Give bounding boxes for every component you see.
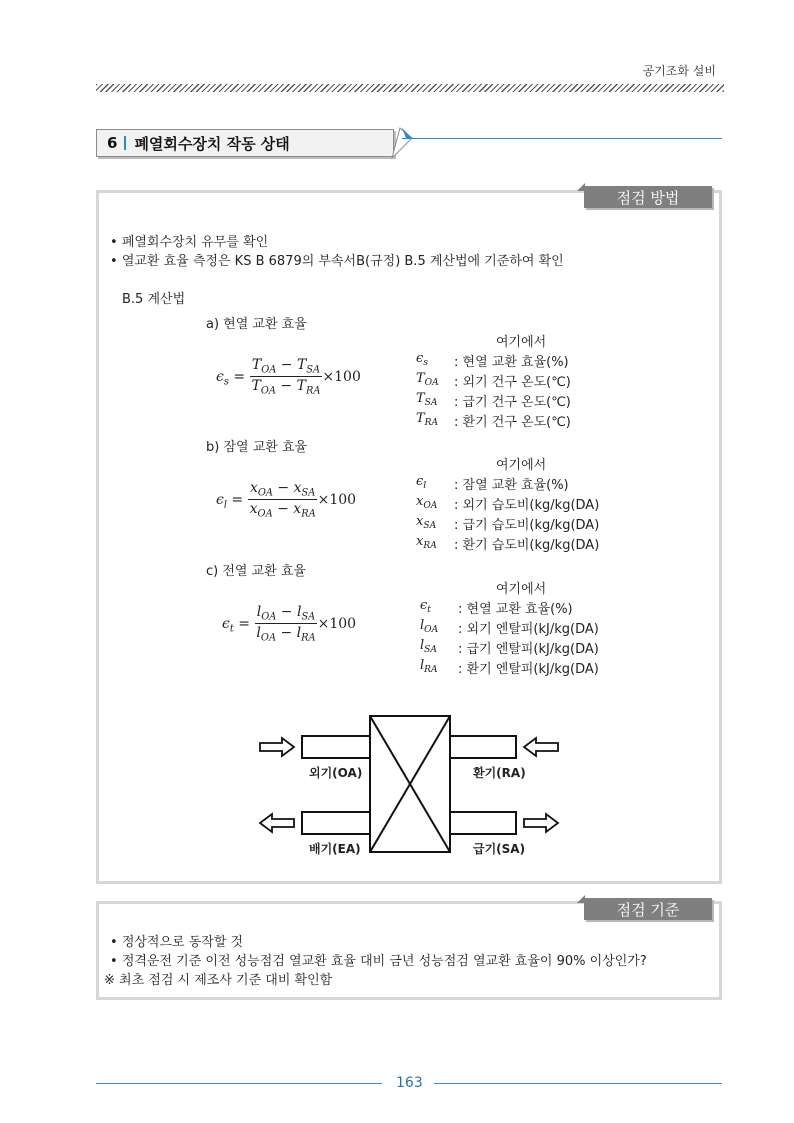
variable-letter: l	[420, 618, 425, 633]
variable-symbol	[416, 371, 439, 388]
formula-factor: ×100	[317, 491, 357, 508]
variable-subscript: RA	[423, 541, 437, 552]
math-letter: T	[296, 378, 306, 395]
ea-duct	[302, 812, 370, 834]
method-bullet-2: • 열교환 효율 측정은 KS B 6879의 부속서B(규정) B.5 계산법에 기준하여 확인	[110, 254, 564, 269]
variable-description: : 급기 건구 온도(℃)	[454, 395, 571, 410]
criteria-note: ※ 최초 점검 시 제조사 기준 대비 확인함	[104, 973, 333, 988]
where-label: 여기에서	[496, 335, 547, 350]
variable-description: : 현열 교환 효율(%)	[454, 355, 569, 370]
variable-description: : 현열 교환 효율(%)	[458, 602, 573, 617]
math-letter: x	[293, 480, 302, 496]
math-letter: ϵ	[222, 615, 230, 632]
math-term	[296, 378, 321, 397]
minus-sign: −	[272, 480, 294, 496]
math-term	[249, 501, 273, 520]
section-rule	[402, 138, 722, 139]
method-tag: 점검 방법	[584, 186, 712, 208]
minus-sign: −	[275, 378, 297, 395]
formula-expression	[222, 604, 356, 644]
ra-duct	[450, 736, 516, 758]
section-divider	[124, 136, 126, 150]
math-letter: l	[296, 625, 302, 642]
math-subscript: l	[223, 499, 227, 511]
variable-symbol	[416, 351, 428, 368]
math-letter: x	[249, 501, 258, 518]
formula-label: a) 현열 교환 효율	[206, 317, 307, 332]
math-term	[251, 357, 277, 376]
math-letter: ϵ	[216, 368, 224, 385]
math-term	[296, 625, 316, 644]
math-subscript: RA	[301, 508, 316, 520]
variable-description: : 환기 엔탈피(kJ/kg(DA)	[458, 662, 599, 677]
minus-sign: −	[276, 625, 297, 642]
math-subscript: OA	[260, 385, 276, 397]
sa-outflow-arrow-icon	[524, 814, 558, 832]
math-term	[256, 604, 277, 623]
fraction-numerator	[255, 604, 318, 624]
variable-subscript: OA	[423, 501, 438, 512]
formula-expression	[216, 357, 361, 397]
criteria-bullet-2-text: 정격운전 기준 이전 성능점검 열교환 효율 대비 금년 성능점검 열교환 효율이 90% 이상인가?	[121, 954, 647, 969]
variable-letter: l	[420, 638, 425, 653]
math-letter: x	[249, 480, 258, 496]
section-number: 6	[107, 134, 118, 152]
fraction-denominator	[254, 624, 317, 643]
fraction-denominator	[250, 377, 323, 396]
section-tab-corner	[390, 126, 414, 160]
math-letter: T	[251, 378, 261, 395]
equals-sign: =	[226, 491, 248, 508]
math-letter: ϵ	[216, 491, 224, 508]
formula-label: b) 잠열 교환 효율	[206, 440, 308, 455]
math-term	[251, 378, 276, 397]
variable-symbol	[416, 534, 437, 551]
page-number: 163	[396, 1075, 423, 1091]
math-term	[256, 625, 277, 644]
criteria-bullet-1-text: 정상적으로 동작할 것	[121, 935, 244, 950]
section-title: 폐열회수장치 작동 상태	[134, 134, 290, 153]
footer-rule-right	[434, 1083, 722, 1084]
variable-letter: T	[416, 411, 425, 426]
math-letter: T	[296, 357, 307, 373]
variable-symbol	[416, 391, 437, 408]
variable-letter: ϵ	[416, 351, 424, 366]
variable-letter: T	[416, 391, 425, 406]
math-term	[216, 368, 229, 388]
math-term	[293, 501, 316, 520]
fraction	[248, 480, 318, 520]
math-term	[222, 615, 234, 635]
minus-sign: −	[272, 501, 294, 518]
math-subscript: OA	[261, 364, 277, 376]
fraction	[254, 604, 317, 644]
variable-description: : 환기 습도비(kg/kg(DA)	[454, 538, 600, 553]
criteria-tag: 점검 기준	[584, 898, 712, 920]
fraction-numerator	[250, 357, 322, 377]
formula-label: c) 전열 교환 효율	[206, 564, 306, 579]
variable-letter: x	[416, 534, 424, 549]
math-term	[293, 480, 316, 499]
equals-sign: =	[233, 615, 255, 632]
math-term	[216, 491, 227, 511]
oa-inflow-arrow-icon	[260, 738, 294, 756]
variable-subscript: SA	[424, 645, 437, 656]
minus-sign: −	[276, 604, 297, 620]
section-title-box	[96, 129, 394, 157]
math-subscript: OA	[260, 632, 277, 644]
label-oa: 외기(OA)	[309, 766, 363, 780]
formula-factor: ×100	[317, 615, 357, 632]
label-sa: 급기(SA)	[473, 842, 526, 856]
variable-subscript: RA	[424, 665, 438, 676]
variable-subscript: OA	[424, 378, 439, 389]
ra-inflow-arrow-icon	[524, 738, 558, 756]
math-subscript: OA	[257, 487, 273, 499]
criteria-bullet-1: • 정상적으로 동작할 것	[110, 935, 244, 950]
fraction-denominator	[248, 500, 318, 519]
formula-expression	[216, 480, 356, 520]
variable-description: : 외기 건구 온도(℃)	[454, 375, 571, 390]
label-ra: 환기(RA)	[473, 766, 526, 780]
variable-symbol	[420, 658, 438, 675]
math-subscript: RA	[305, 385, 321, 397]
minus-sign: −	[276, 357, 297, 373]
header-hatch-rule	[96, 84, 724, 92]
equals-sign: =	[228, 368, 250, 385]
math-subscript: SA	[301, 487, 316, 499]
variable-letter: ϵ	[416, 474, 424, 489]
variable-letter: ϵ	[420, 598, 428, 613]
math-letter: T	[251, 357, 262, 373]
method-bullet-2-text: 열교환 효율 측정은 KS B 6879의 부속서B(규정) B.5 계산법에 기준하여 확인	[121, 254, 564, 269]
math-letter: l	[256, 625, 261, 642]
method-subheading: B.5 계산법	[122, 292, 186, 307]
variable-subscript: SA	[423, 521, 437, 532]
variable-description: : 급기 습도비(kg/kg(DA)	[454, 518, 600, 533]
math-subscript: OA	[261, 611, 277, 623]
variable-letter: T	[416, 371, 425, 386]
fraction-numerator	[248, 480, 317, 500]
variable-description: : 환기 건구 온도(℃)	[454, 415, 571, 430]
math-term	[296, 604, 316, 623]
variable-symbol	[416, 474, 426, 491]
ea-outflow-arrow-icon	[260, 814, 294, 832]
method-bullet-1-text: 폐열회수장치 유무를 확인	[121, 235, 269, 250]
math-subscript: SA	[301, 611, 316, 623]
math-subscript: RA	[301, 632, 316, 644]
variable-symbol	[420, 618, 438, 635]
math-subscript: s	[223, 376, 229, 388]
oa-duct	[302, 736, 370, 758]
variable-description: : 잠열 교환 효율(%)	[454, 478, 569, 493]
math-letter: l	[296, 604, 302, 620]
variable-subscript: t	[427, 605, 431, 616]
variable-subscript: SA	[424, 398, 438, 409]
formula-factor: ×100	[322, 368, 361, 385]
variable-symbol	[416, 514, 436, 531]
method-bullet-1: • 폐열회수장치 유무를 확인	[110, 235, 269, 250]
footer-rule-left	[96, 1083, 382, 1084]
fraction	[250, 357, 323, 397]
variable-symbol	[416, 411, 438, 428]
variable-subscript: l	[423, 481, 427, 492]
variable-description: : 외기 습도비(kg/kg(DA)	[454, 498, 600, 513]
where-label: 여기에서	[496, 582, 547, 597]
math-term	[249, 480, 273, 499]
variable-letter: x	[416, 514, 424, 529]
variable-subscript: s	[423, 358, 428, 369]
variable-symbol	[416, 494, 437, 511]
variable-description: : 외기 엔탈피(kJ/kg(DA)	[458, 622, 599, 637]
variable-subscript: OA	[424, 625, 439, 636]
criteria-bullet-2: • 정격운전 기준 이전 성능점검 열교환 효율 대비 금년 성능점검 열교환 효율이 90% 이상인가?	[110, 954, 647, 969]
math-term	[296, 357, 321, 376]
math-subscript: OA	[257, 508, 273, 520]
running-header: 공기조화 설비	[642, 64, 716, 78]
variable-description: : 급기 엔탈피(kJ/kg(DA)	[458, 642, 599, 657]
variable-symbol	[420, 638, 437, 655]
label-ea: 배기(EA)	[309, 842, 361, 856]
math-letter: x	[293, 501, 302, 518]
variable-letter: x	[416, 494, 424, 509]
variable-symbol	[420, 598, 431, 615]
where-label: 여기에서	[496, 458, 547, 473]
variable-letter: l	[420, 658, 425, 673]
math-subscript: SA	[306, 364, 321, 376]
variable-subscript: RA	[424, 418, 439, 429]
heat-exchanger-diagram	[254, 712, 566, 858]
sa-duct	[450, 812, 516, 834]
math-subscript: t	[229, 623, 234, 635]
math-letter: l	[256, 604, 262, 620]
